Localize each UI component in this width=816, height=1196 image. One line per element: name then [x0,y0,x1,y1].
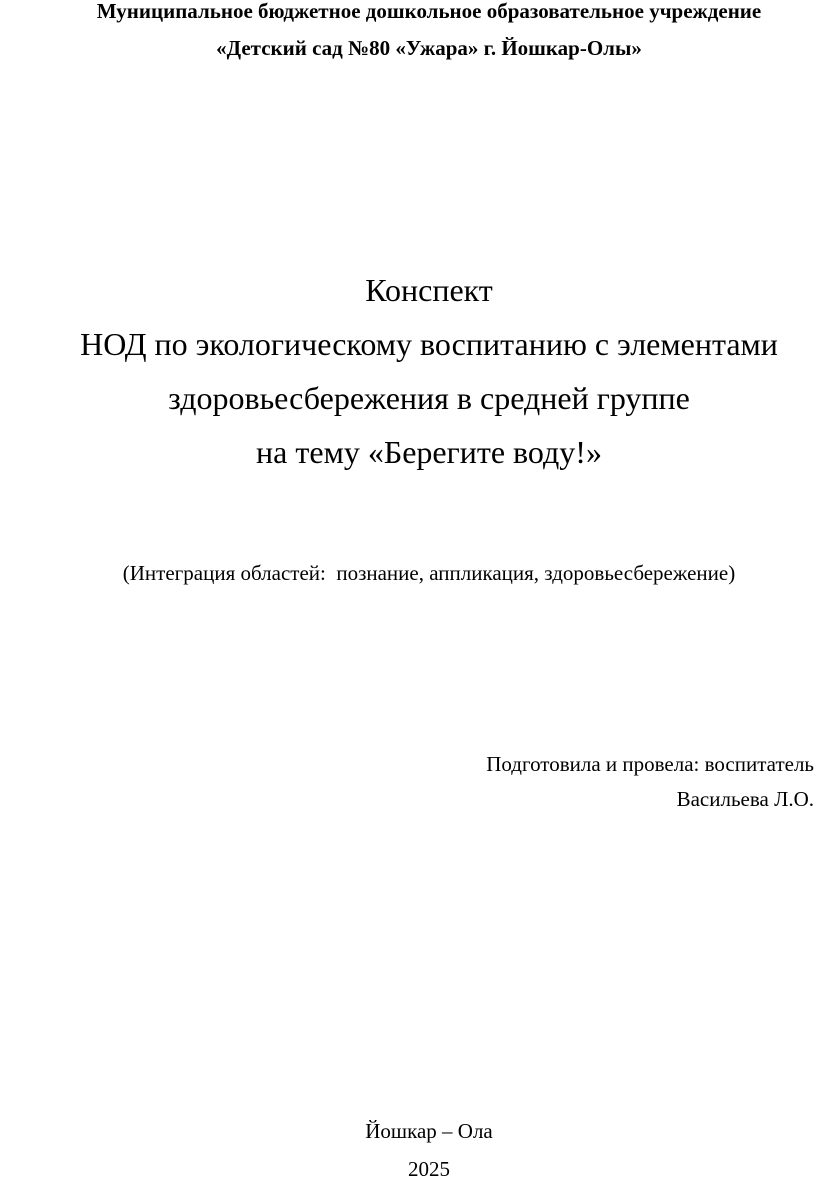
author-name-line: Васильева Л.О. [676,787,814,811]
title-line-2: НОД по экологическому воспитанию с элементами [80,326,778,362]
author-block [0,747,814,817]
title-line-1: Конспект [365,272,493,308]
title-line-3: здоровьесбережения в средней группе [168,380,690,416]
footer-year: 2025 [408,1157,450,1181]
title-line-4: на тему «Берегите воду!» [256,434,602,470]
footer-city: Йошкар – Ола [365,1119,493,1143]
footer-block [72,1112,786,1188]
institution-name-line-2: «Детский сад №80 «Ужара» г. Йошкар-Олы» [216,36,642,60]
integration-note [72,481,786,666]
document-title [72,263,786,479]
institution-header [72,0,786,67]
institution-name-line-1: Муниципальное бюджетное дошкольное образовательное учреждение [96,0,762,23]
prepared-by-line: Подготовила и провела: воспитатель [486,752,814,776]
integration-areas-line: (Интеграция областей: познание, аппликация, здоровьесбережение) [122,561,736,585]
